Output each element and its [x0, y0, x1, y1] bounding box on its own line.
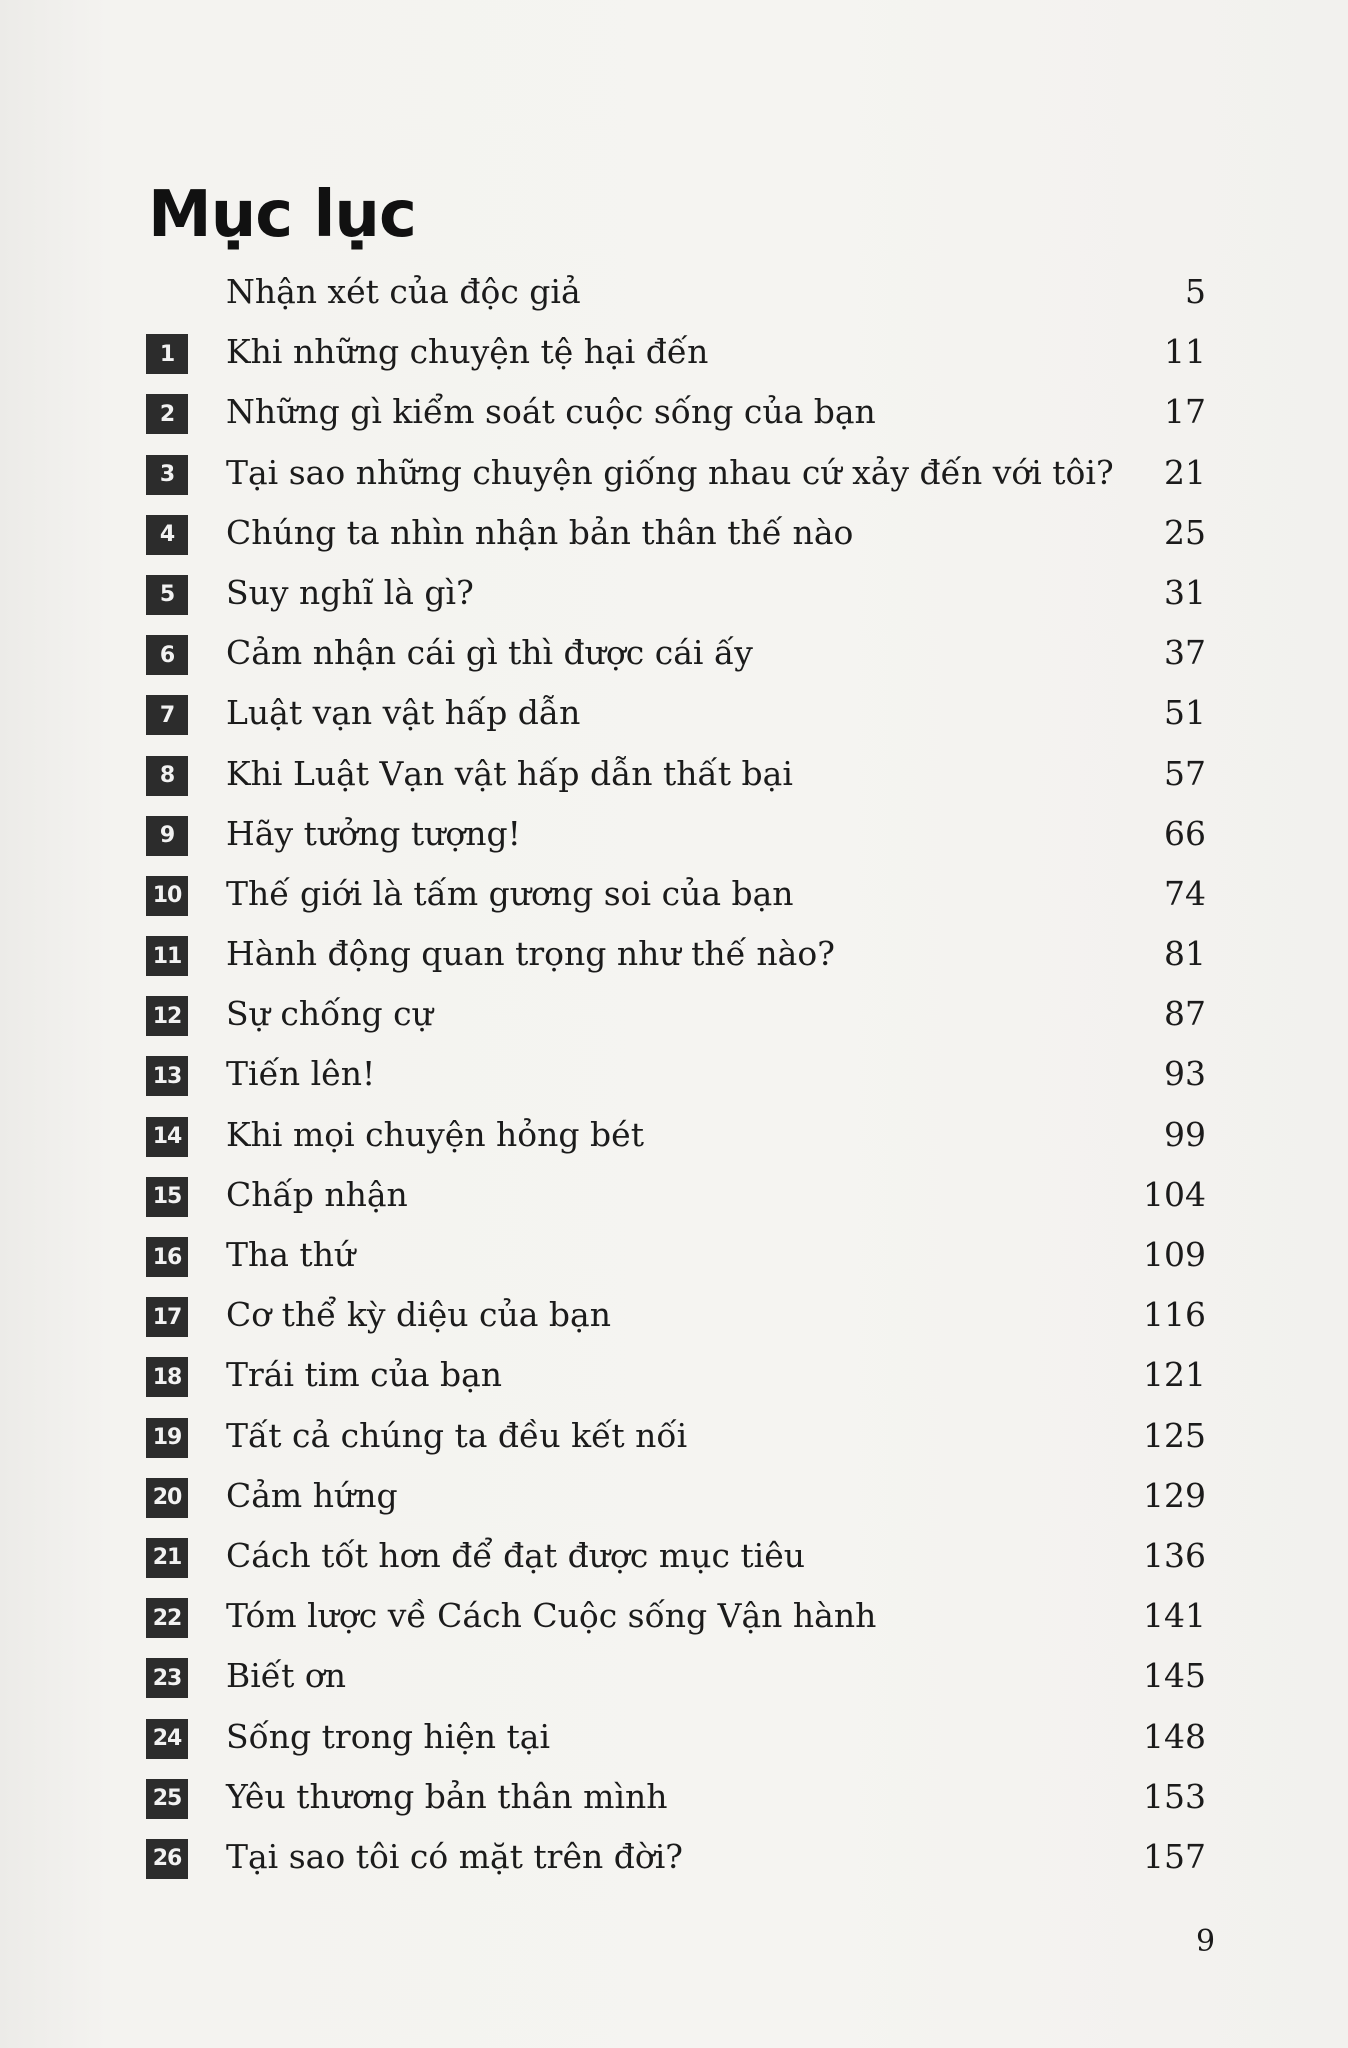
toc-entry	[140, 1345, 1220, 1405]
chapter-number-badge: 7	[146, 695, 188, 735]
toc-entry-page: 25	[1164, 512, 1206, 552]
toc-entry-title: Tha thứ	[226, 1235, 356, 1274]
toc-entry	[140, 804, 1220, 864]
toc-entry	[140, 1165, 1220, 1225]
toc-entry-page: 17	[1164, 392, 1206, 432]
toc-entry	[140, 1406, 1220, 1466]
toc-entry-page: 148	[1143, 1716, 1206, 1756]
toc-entry-title: Khi Luật Vạn vật hấp dẫn thất bại	[226, 753, 793, 793]
chapter-number-badge: 10	[146, 876, 188, 916]
toc-entry-page: 37	[1164, 633, 1206, 673]
toc-entry-title: Chúng ta nhìn nhận bản thân thế nào	[226, 512, 854, 552]
toc-entry	[140, 1586, 1220, 1646]
toc-entry-page: 129	[1143, 1475, 1206, 1515]
toc-entry	[140, 1225, 1220, 1285]
toc-entry-title: Hành động quan trọng như thế nào?	[226, 934, 835, 974]
chapter-number-badge: 2	[146, 394, 188, 434]
chapter-number-badge: 17	[146, 1297, 188, 1337]
toc-entry-title: Hãy tưởng tượng!	[226, 813, 521, 853]
chapter-number-badge: 12	[146, 996, 188, 1036]
chapter-number-badge: 23	[146, 1658, 188, 1698]
toc-entry-page: 116	[1143, 1295, 1206, 1335]
toc-entry-title: Cảm hứng	[226, 1475, 398, 1515]
toc-entry-page: 121	[1143, 1355, 1206, 1395]
page-number: 9	[1196, 1924, 1216, 1959]
toc-entry-page: 87	[1164, 994, 1206, 1034]
toc-entry	[140, 924, 1220, 984]
toc-entry	[140, 262, 1220, 322]
chapter-number-badge: 26	[146, 1839, 188, 1879]
chapter-number-badge: 21	[146, 1538, 188, 1578]
toc-entry-title: Yêu thương bản thân mình	[226, 1776, 668, 1816]
toc-entry	[140, 1526, 1220, 1586]
toc-entry-title: Khi mọi chuyện hỏng bét	[226, 1114, 644, 1154]
toc-entry	[140, 683, 1220, 743]
chapter-number-badge: 19	[146, 1418, 188, 1458]
chapter-number-badge: 5	[146, 575, 188, 615]
chapter-number-badge: 3	[146, 455, 188, 495]
toc-entry-title: Tất cả chúng ta đều kết nối	[226, 1415, 688, 1455]
toc-entry-title: Suy nghĩ là gì?	[226, 572, 474, 612]
toc-entry-page: 81	[1164, 934, 1206, 974]
toc-entry-page: 66	[1164, 813, 1206, 853]
chapter-number-badge: 6	[146, 635, 188, 675]
chapter-number-badge: 9	[146, 816, 188, 856]
toc-entry-page: 74	[1164, 873, 1206, 913]
chapter-number-badge: 20	[146, 1478, 188, 1518]
chapter-number-badge: 14	[146, 1117, 188, 1157]
toc-entry-title: Chấp nhận	[226, 1174, 408, 1214]
toc-entry	[140, 623, 1220, 683]
toc-entry	[140, 382, 1220, 442]
chapter-number-badge: 1	[146, 334, 188, 374]
toc-entry-title: Cơ thể kỳ diệu của bạn	[226, 1295, 611, 1335]
toc-entry-title: Trái tim của bạn	[226, 1355, 503, 1395]
toc-entry-title: Cách tốt hơn để đạt được mục tiêu	[226, 1535, 806, 1575]
toc-entry-title: Sống trong hiện tại	[226, 1716, 551, 1756]
toc-entry-title: Tiến lên!	[226, 1054, 376, 1094]
toc-entry-title: Sự chống cự	[226, 994, 433, 1034]
toc-entry-title: Khi những chuyện tệ hại đến	[226, 332, 709, 372]
chapter-number-badge: 16	[146, 1237, 188, 1277]
toc-entry	[140, 864, 1220, 924]
chapter-number-badge: 24	[146, 1719, 188, 1759]
toc-entry	[140, 1105, 1220, 1165]
toc-entry-page: 99	[1164, 1114, 1206, 1154]
toc-entry	[140, 744, 1220, 804]
toc-entry	[140, 503, 1220, 563]
toc-entry-page: 93	[1164, 1054, 1206, 1094]
toc-entry-title: Tại sao những chuyện giống nhau cứ xảy đến với tôi?	[226, 452, 1114, 492]
toc-entry-page: 153	[1143, 1776, 1206, 1816]
chapter-number-badge: 15	[146, 1177, 188, 1217]
toc-entry-page: 136	[1143, 1535, 1206, 1575]
toc-entry	[140, 1827, 1220, 1887]
chapter-number-badge: 8	[146, 756, 188, 796]
toc-entry	[140, 1044, 1220, 1104]
toc-entry-title: Luật vạn vật hấp dẫn	[226, 693, 581, 733]
toc-entry-title: Tóm lược về Cách Cuộc sống Vận hành	[226, 1596, 877, 1636]
toc-entry-title: Thế giới là tấm gương soi của bạn	[226, 873, 794, 913]
chapter-number-badge: 13	[146, 1056, 188, 1096]
toc-entry-page: 157	[1143, 1836, 1206, 1876]
toc-entry	[140, 1707, 1220, 1767]
toc-entry-page: 31	[1164, 572, 1206, 612]
toc-entry-page: 145	[1143, 1656, 1206, 1696]
toc-entry	[140, 984, 1220, 1044]
toc-entry-page: 57	[1164, 753, 1206, 793]
toc-entry-title: Nhận xét của độc giả	[226, 272, 581, 311]
toc-entry-title: Tại sao tôi có mặt trên đời?	[226, 1836, 683, 1876]
toc-entry	[140, 1466, 1220, 1526]
chapter-number-badge: 4	[146, 515, 188, 555]
toc-entry	[140, 443, 1220, 503]
toc-entry-page: 21	[1164, 452, 1206, 492]
toc-entry	[140, 322, 1220, 382]
toc-entry	[140, 1285, 1220, 1345]
toc-entry-page: 11	[1164, 332, 1206, 372]
toc-entry-page: 109	[1143, 1235, 1206, 1274]
toc-entry	[140, 1646, 1220, 1706]
chapter-number-badge: 11	[146, 936, 188, 976]
toc-entry	[140, 1767, 1220, 1827]
toc-entry-page: 51	[1164, 693, 1206, 733]
chapter-number-badge: 22	[146, 1598, 188, 1638]
chapter-number-badge: 18	[146, 1357, 188, 1397]
toc-entry-page: 104	[1143, 1174, 1206, 1214]
toc-entry-title: Những gì kiểm soát cuộc sống của bạn	[226, 392, 876, 432]
toc-entry	[140, 563, 1220, 623]
toc-entry-page: 5	[1185, 272, 1206, 311]
toc-entry-title: Biết ơn	[226, 1656, 346, 1696]
toc-entry-page: 141	[1143, 1596, 1206, 1636]
toc-entry-title: Cảm nhận cái gì thì được cái ấy	[226, 633, 753, 673]
table-of-contents	[140, 262, 1220, 1887]
page-title: Mục lục	[148, 177, 416, 252]
toc-entry-page: 125	[1143, 1415, 1206, 1455]
chapter-number-badge: 25	[146, 1779, 188, 1819]
